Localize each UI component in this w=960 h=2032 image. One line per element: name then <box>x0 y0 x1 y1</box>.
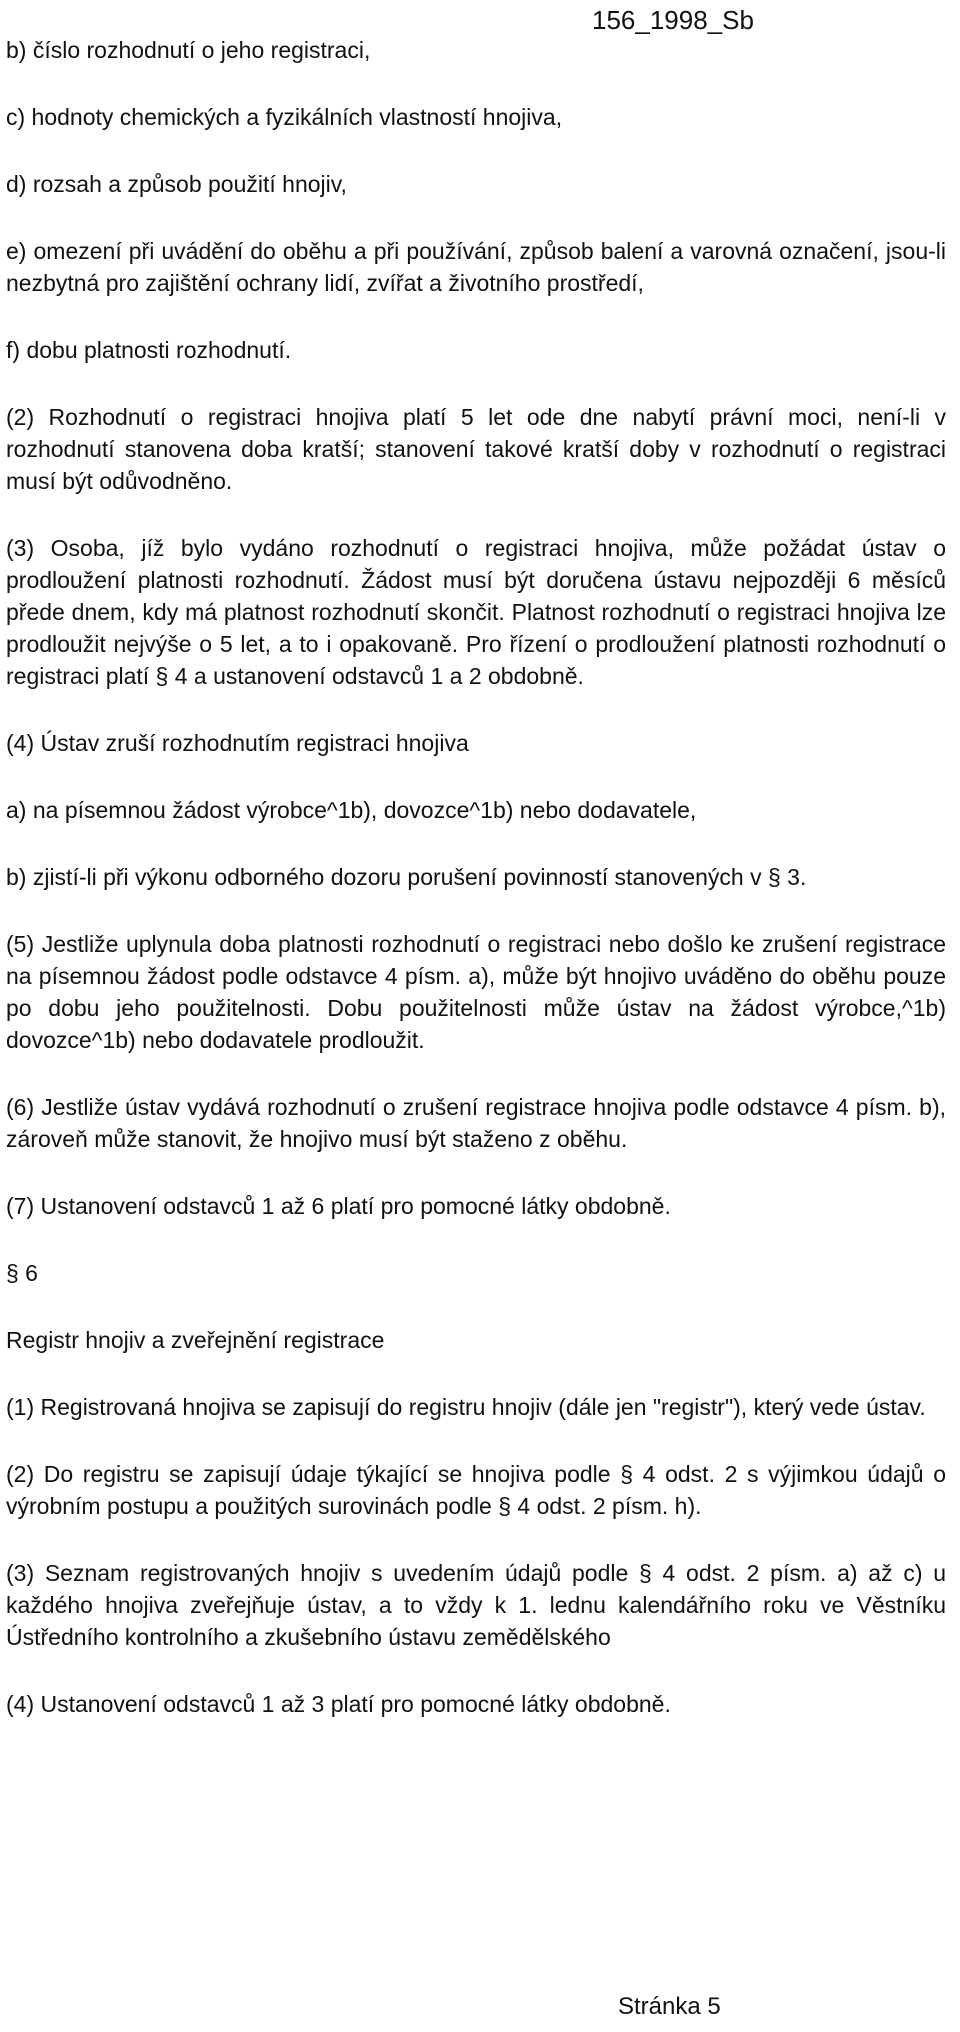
section-title: Registr hnojiv a zveřejnění registrace <box>6 1327 385 1353</box>
item-b: b) číslo rozhodnutí o jeho registraci, <box>6 37 371 63</box>
document-id: 156_1998_Sb <box>592 5 754 35</box>
paragraph-4-item-a: a) na písemnou žádost výrobce^1b), dovozce^1b) nebo dodavatele, <box>6 797 697 823</box>
document-body <box>6 34 946 1755</box>
section6-paragraph-1: (1) Registrovaná hnojiva se zapisují do registru hnojiv (dále jen "registr"), který vede ústav. <box>6 1394 926 1420</box>
paragraph-6: (6) Jestliže ústav vydává rozhodnutí o zrušení registrace hnojiva podle odstavce 4 písm. b), zároveň může stanovit, že hnojivo musí být staženo z oběhu. <box>6 1094 946 1152</box>
paragraph-7: (7) Ustanovení odstavců 1 až 6 platí pro pomocné látky obdobně. <box>6 1193 671 1219</box>
item-c: c) hodnoty chemických a fyzikálních vlastností hnojiva, <box>6 104 563 130</box>
paragraph-3: (3) Osoba, jíž bylo vydáno rozhodnutí o registraci hnojiva, může požádat ústav o prodloužení platnosti rozhodnutí. Žádost musí být doručena ústavu nejpozději 6 měsíců přede dnem, kdy má platnost rozhodnutí skončit. Platnost rozhodnutí o registraci hnojiva lze prodloužit nejvýše o 5 let, a to i opakovaně. Pro řízení o prodloužení platnosti rozhodnutí o registraci platí § 4 a ustanovení odstavců 1 a 2 obdobně. <box>6 535 946 689</box>
section6-paragraph-2: (2) Do registru se zapisují údaje týkající se hnojiva podle § 4 odst. 2 s výjimkou údajů o výrobním postupu a použitých surovinách podle § 4 odst. 2 písm. h). <box>6 1461 946 1519</box>
section6-paragraph-4: (4) Ustanovení odstavců 1 až 3 platí pro pomocné látky obdobně. <box>6 1691 671 1717</box>
section-heading: § 6 <box>6 1260 38 1286</box>
item-e: e) omezení při uvádění do oběhu a při používání, způsob balení a varovná označení, jsou-li nezbytná pro zajištění ochrany lidí, zvířat a životního prostředí, <box>6 238 946 296</box>
paragraph-4-item-b: b) zjistí-li při výkonu odborného dozoru porušení povinností stanovených v § 3. <box>6 864 807 890</box>
paragraph-4: (4) Ústav zruší rozhodnutím registraci hnojiva <box>6 730 469 756</box>
item-f: f) dobu platnosti rozhodnutí. <box>6 337 292 363</box>
section6-paragraph-3: (3) Seznam registrovaných hnojiv s uvedením údajů podle § 4 odst. 2 písm. a) až c) u každého hnojiva zveřejňuje ústav, a to vždy k 1. lednu kalendářního roku ve Věstníku Ústředního kontrolního a zkušebního ústavu zemědělského <box>6 1560 946 1650</box>
paragraph-5: (5) Jestliže uplynula doba platnosti rozhodnutí o registraci nebo došlo ke zrušení registrace na písemnou žádost podle odstavce 4 písm. a), může být hnojivo uváděno do oběhu pouze po dobu jeho použitelnosti. Dobu použitelnosti může ústav na žádost výrobce,^1b) dovozce^1b) nebo dodavatele prodloužit. <box>6 931 946 1053</box>
page-number: Stránka 5 <box>618 1993 721 2020</box>
item-d: d) rozsah a způsob použití hnojiv, <box>6 171 347 197</box>
paragraph-2: (2) Rozhodnutí o registraci hnojiva platí 5 let ode dne nabytí právní moci, není-li v rozhodnutí stanovena doba kratší; stanovení takové kratší doby v rozhodnutí o registraci musí být odůvodněno. <box>6 404 946 494</box>
